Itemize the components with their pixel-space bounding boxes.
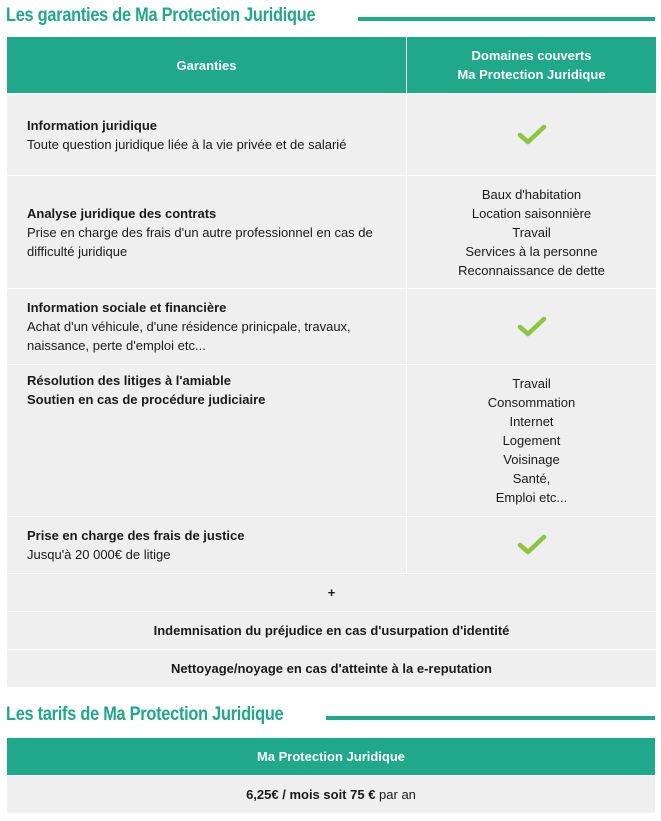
table-row (7, 94, 657, 176)
check-icon (517, 534, 547, 556)
garantie-cell: Information sociale et financière Achat d'un véhicule, d'une résidence prinicpale, travaux, naissance, perte d'emploi etc... (7, 289, 407, 365)
tarifs-header: Ma Protection Juridique (7, 738, 656, 776)
title-underline (358, 17, 655, 21)
extra-row-ereputation: Nettoyage/noyage en cas d'atteinte à la e-reputation (7, 650, 657, 688)
garantie-cell: Information juridique Toute question juridique liée à la vie privée et de salarié (7, 94, 407, 176)
plus-row: + (7, 574, 657, 612)
tarif-price: 6,25€ / mois soit 75 € par an (7, 776, 656, 814)
table-row (7, 365, 657, 517)
table-row (7, 289, 657, 365)
check-icon (517, 316, 547, 338)
tarifs-table (6, 737, 656, 814)
domain-cell: Baux d'habitation Location saisonnière Travail Services à la personne Reconnaissance de dette (407, 176, 657, 289)
table-row (7, 517, 657, 574)
check-icon (517, 124, 547, 146)
garantie-cell: Analyse juridique des contrats Prise en charge des frais d'un autre professionnel en cas de difficulté juridique (7, 176, 407, 289)
section-title-garanties: Les garanties de Ma Protection Juridique (6, 5, 316, 26)
garantie-cell: Résolution des litiges à l'amiable Soutien en cas de procédure judiciaire (7, 365, 407, 517)
section-title-tarifs: Les tarifs de Ma Protection Juridique (6, 704, 284, 725)
table-row (7, 176, 657, 289)
domain-cell (407, 289, 657, 365)
garanties-table (6, 36, 657, 688)
header-domaines: Domaines couverts Ma Protection Juridique (407, 37, 657, 94)
extra-row-usurpation: Indemnisation du préjudice en cas d'usurpation d'identité (7, 612, 657, 650)
domain-cell (407, 94, 657, 176)
domain-cell (407, 517, 657, 574)
garantie-cell: Prise en charge des frais de justice Jusqu'à 20 000€ de litige (7, 517, 407, 574)
title-underline (326, 716, 655, 720)
domain-cell: Travail Consommation Internet Logement Voisinage Santé, Emploi etc... (407, 365, 657, 517)
header-garanties: Garanties (7, 37, 407, 94)
